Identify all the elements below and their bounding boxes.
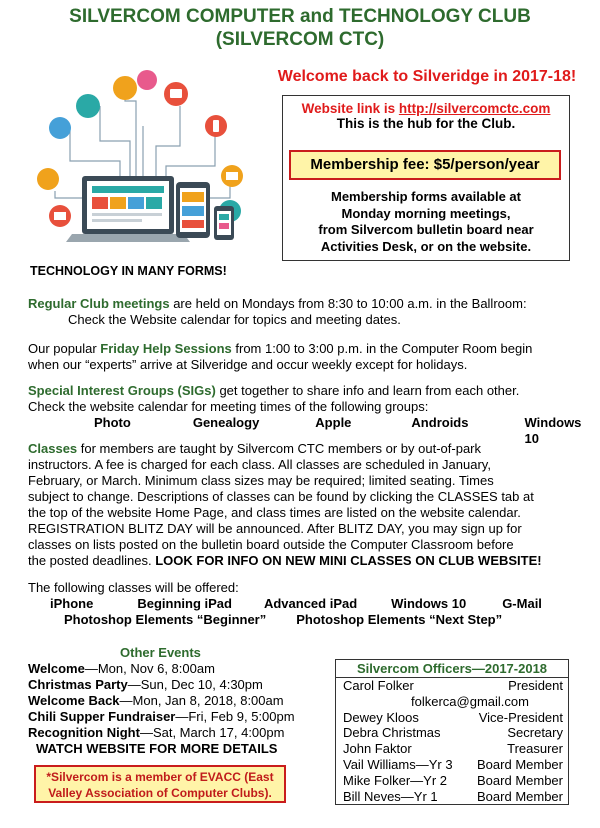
sig-group: Genealogy [192, 415, 260, 430]
offered-row-1 [28, 596, 578, 612]
friday-paragraph [28, 341, 578, 373]
officer-row [336, 773, 568, 789]
officer-name: Dewey Kloos [343, 709, 419, 725]
classes-line: subject to change. Descriptions of classes can be found by clicking the CLASSES tab at [28, 489, 534, 504]
sigs-lead: Special Interest Groups (SIGs) [28, 383, 216, 398]
sig-group: Apple [315, 415, 352, 430]
page-title: SILVERCOM COMPUTER and TECHNOLOGY CLUB [69, 6, 531, 27]
forms-line: from Silvercom bulletin board near [318, 222, 534, 237]
sig-group: Windows 10 [524, 415, 582, 446]
officer-role: President [508, 678, 563, 693]
event-name: Welcome [28, 661, 85, 676]
officer-role: Treasurer [507, 741, 563, 757]
event-detail: —Mon, Jan 8, 2018, 8:00am [119, 693, 284, 708]
classes-line: REGISTRATION BLITZ DAY will be announced. After BLITZ DAY, you may sign up for [28, 521, 522, 536]
globe-icon [49, 117, 71, 139]
officer-row [336, 741, 568, 757]
event-item [28, 661, 295, 677]
event-item [28, 677, 295, 693]
officer-role: Board Member [477, 756, 563, 772]
forms-line: Activities Desk, or on the website. [320, 238, 532, 254]
class-name: Beginning iPad [137, 596, 232, 611]
class-name: Advanced iPad [263, 596, 358, 611]
event-detail: —Sun, Dec 10, 4:30pm [127, 677, 263, 692]
hub-text: This is the hub for the Club. [336, 116, 516, 131]
officer-row [336, 710, 568, 726]
meetings-line2: Check the Website calendar for topics and meeting dates. [68, 312, 401, 327]
forms-line: Monday morning meetings, [341, 205, 511, 221]
officers-title: Silvercom Officers—2017-2018 [336, 660, 568, 678]
class-name: iPhone [50, 596, 94, 611]
officer-name: Mike Folker—Yr 2 [343, 772, 448, 788]
technology-illustration [30, 66, 256, 260]
classes-line: February, or March. Minimum class sizes may be required; limited seating. Times [28, 473, 494, 488]
event-name: Welcome Back [28, 693, 120, 708]
evacc-box [34, 765, 286, 803]
officer-name: John Faktor [343, 741, 412, 757]
laptop-icon [66, 176, 190, 242]
class-name: Photoshop Elements “Next Step” [296, 612, 503, 627]
officer-row [336, 757, 568, 773]
mini-classes-notice: LOOK FOR INFO ON NEW MINI CLASSES ON CLUB WEBSITE! [155, 553, 542, 568]
event-item [28, 709, 295, 725]
offered-row-2 [28, 612, 578, 628]
classes-lead: Classes [28, 441, 78, 456]
friday-pre: Our popular [28, 341, 101, 356]
membership-fee-box: Membership fee: $5/person/year [289, 150, 561, 180]
sig-group: Androids [411, 415, 469, 430]
officers-box [335, 659, 569, 805]
event-detail: —Mon, Nov 6, 8:00am [84, 661, 215, 676]
smartphone-icon [214, 206, 234, 240]
watch-website-notice: WATCH WEBSITE FOR MORE DETAILS [36, 741, 278, 756]
info-box [282, 95, 570, 261]
class-name: Windows 10 [391, 596, 467, 611]
officer-row [336, 789, 568, 805]
chat-icon [76, 94, 100, 118]
friday-lead: Friday Help Sessions [100, 341, 232, 356]
sigs-paragraph [28, 383, 582, 447]
heart-icon [137, 70, 157, 90]
offered-intro: The following classes will be offered: [28, 580, 239, 595]
evacc-line: *Silvercom is a member of EVACC (East [46, 770, 274, 784]
class-name: G-Mail [502, 596, 542, 611]
classes-line: the posted deadlines. [28, 553, 156, 568]
page-subtitle: (SILVERCOM CTC) [215, 29, 385, 50]
classes-line: instructors. A fee is charged for each class. All classes are scheduled in January, [28, 457, 491, 472]
tablet-icon [176, 182, 210, 238]
classes-line: the top of the website Home Page, and class times are listed on the website calendar. [28, 505, 521, 520]
officer-name: Debra Christmas [343, 725, 441, 741]
event-name: Christmas Party [28, 677, 128, 692]
officer-row [336, 678, 568, 694]
headphones-icon [113, 76, 137, 100]
evacc-line: Valley Association of Computer Clubs). [48, 786, 272, 800]
officer-name: Carol Folker [343, 678, 414, 693]
meetings-lead: Regular Club meetings [28, 296, 170, 311]
officer-email: folkerca@gmail.com [411, 693, 529, 709]
membership-forms-text [283, 189, 569, 255]
friday-line2: when our “experts” arrive at Silveridge and occur weekly except for holidays. [28, 357, 468, 372]
officer-name: Vail Williams—Yr 3 [343, 756, 453, 772]
event-detail: —Fri, Feb 9, 5:00pm [175, 709, 295, 724]
friday-text: from 1:00 to 3:00 p.m. in the Computer Room begin [231, 341, 533, 356]
image-caption: TECHNOLOGY IN MANY FORMS! [30, 264, 227, 278]
events-list [28, 661, 295, 757]
website-line [283, 101, 569, 116]
officer-role: Board Member [477, 772, 563, 788]
forms-line: Membership forms available at [330, 189, 521, 204]
officer-role: Secretary [507, 725, 563, 741]
meetings-paragraph [28, 296, 578, 328]
event-detail: —Sat, March 17, 4:00pm [139, 725, 285, 740]
classes-paragraph [28, 441, 578, 569]
sigs-line2: Check the website calendar for meeting times of the following groups: [28, 399, 429, 414]
classes-line: for members are taught by Silvercom CTC members or by out-of-park [77, 441, 482, 456]
event-name: Chili Supper Fundraiser [28, 709, 176, 724]
offered-classes [28, 580, 578, 628]
website-label: Website link is [301, 101, 399, 116]
event-name: Recognition Night [28, 725, 140, 740]
welcome-heading: Welcome back to Silveridge in 2017-18! [277, 68, 577, 85]
officer-name: Bill Neves—Yr 1 [343, 788, 438, 804]
music-icon [37, 168, 59, 190]
officer-role: Vice-President [478, 709, 563, 725]
sig-group: Photo [94, 415, 131, 430]
website-link[interactable]: http://silvercomctc.com [398, 101, 551, 116]
class-name: Photoshop Elements “Beginner” [64, 612, 267, 627]
officer-row [336, 725, 568, 741]
event-item [28, 725, 295, 741]
meetings-text: are held on Mondays from 8:30 to 10:00 a.m. in the Ballroom: [169, 296, 527, 311]
event-item [28, 693, 295, 709]
officer-role: Board Member [477, 788, 563, 804]
other-events-title: Other Events [120, 645, 201, 660]
classes-line: classes on lists posted on the bulletin board outside the Computer Classroom before [28, 537, 514, 552]
sigs-text: get together to share info and learn from each other. [215, 383, 520, 398]
